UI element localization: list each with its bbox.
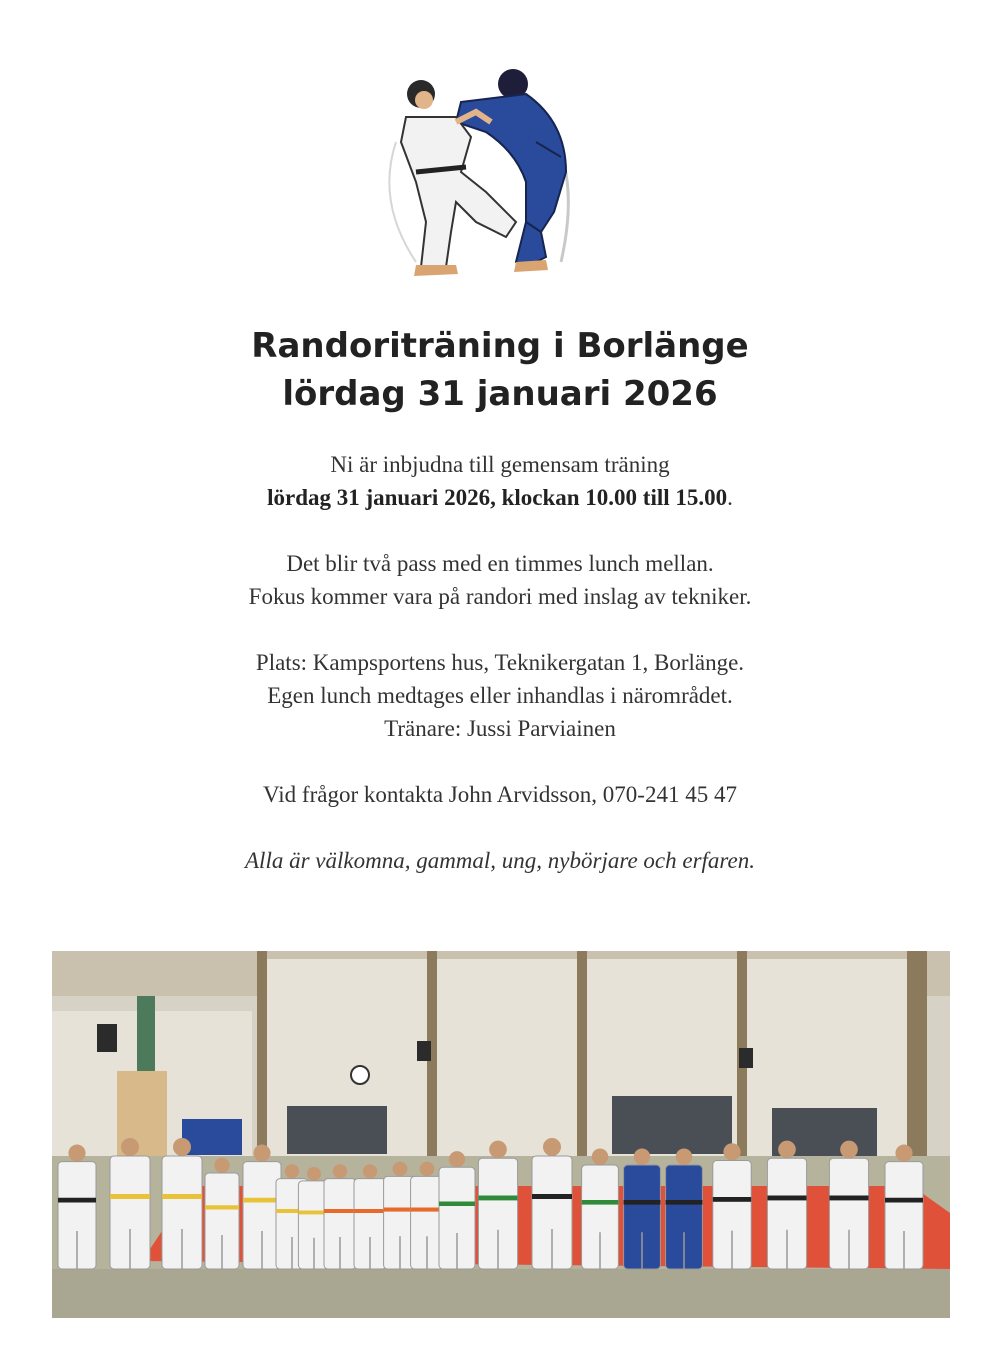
judoka-figure xyxy=(478,1141,517,1269)
intro-text: Ni är inbjudna till gemensam träning xyxy=(330,452,670,477)
title-line-2: lördag 31 januari 2026 xyxy=(282,374,718,414)
lunch-text: Egen lunch medtages eller inhandlas i närområdet. xyxy=(267,683,733,708)
judoka-figure xyxy=(713,1143,751,1269)
judoka-figure xyxy=(885,1145,923,1269)
judoka-figure xyxy=(411,1162,444,1269)
datetime-line xyxy=(0,481,1000,514)
judoka-figure xyxy=(110,1138,150,1269)
judoka-figure xyxy=(58,1145,96,1269)
judoka-figure xyxy=(205,1158,239,1269)
spacer xyxy=(0,613,1000,646)
judoka-figure xyxy=(624,1148,661,1269)
sessions-text: Det blir två pass med en timmes lunch mellan. xyxy=(286,551,714,576)
datetime-period: . xyxy=(727,485,733,510)
invitation-body xyxy=(0,448,1000,877)
group-photo xyxy=(52,951,950,1318)
judoka-figure xyxy=(162,1138,202,1269)
judoka-figure xyxy=(532,1138,572,1269)
focus-text: Fokus kommer vara på randori med inslag av tekniker. xyxy=(248,584,752,609)
judo-illustration xyxy=(376,62,596,284)
place-text: Plats: Kampsportens hus, Teknikergatan 1, Borlänge. xyxy=(255,650,745,675)
spacer xyxy=(0,514,1000,547)
contact-text: Vid frågor kontakta John Arvidsson, 070-241 45 47 xyxy=(263,782,737,807)
datetime-text: lördag 31 januari 2026, klockan 10.00 till 15.00 xyxy=(267,485,728,510)
judoka-figure xyxy=(324,1164,356,1269)
judoka-figure xyxy=(582,1148,619,1269)
judoka-figure xyxy=(829,1141,868,1269)
judoka-figure xyxy=(767,1141,806,1269)
judoka-figure xyxy=(666,1148,703,1269)
judoka-figure xyxy=(243,1145,281,1269)
spacer xyxy=(0,745,1000,778)
judoka-figure xyxy=(354,1164,386,1269)
welcome-text: Alla är välkomna, gammal, ung, nybörjare och erfaren. xyxy=(245,848,755,873)
coach-text: Tränare: Jussi Parviainen xyxy=(384,716,616,741)
spacer xyxy=(0,811,1000,844)
page-title xyxy=(0,322,1000,418)
title-line-1: Randoriträning i Borlänge xyxy=(251,326,749,366)
judoka-figure xyxy=(439,1151,475,1269)
